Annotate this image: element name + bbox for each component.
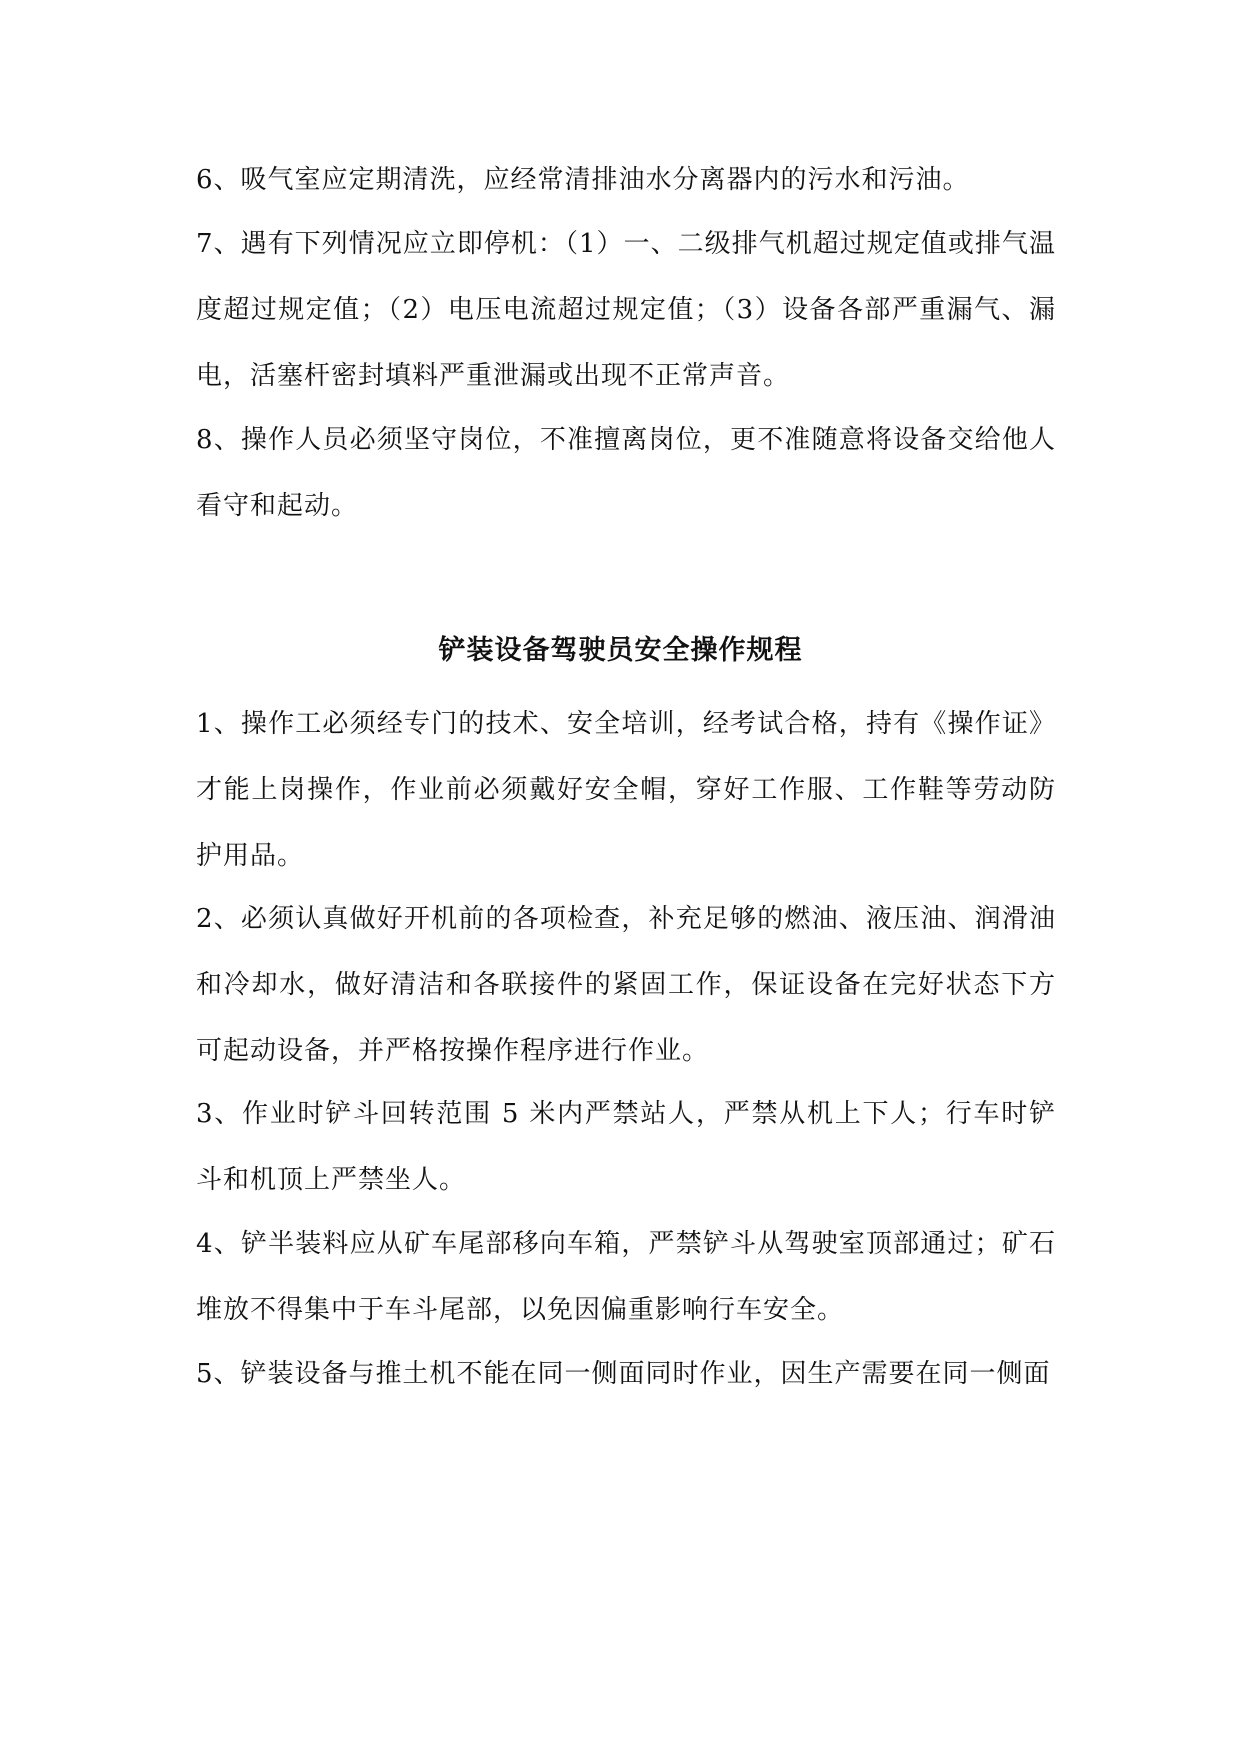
section-item-4: 4、铲半装料应从矿车尾部移向车箱，严禁铲斗从驾驶室顶部通过；矿石堆放不得集中于车斗尾部，以免因偏重影响行车安全。	[196, 1229, 1056, 1325]
section-title: 铲装设备驾驶员安全操作规程	[438, 635, 803, 666]
section-item-2: 2、必须认真做好开机前的各项检查，补充足够的燃油、液压油、润滑油和冷却水，做好清洁和各联接件的紧固工作，保证设备在完好状态下方可起动设备，并严格按操作程序进行作业。	[196, 904, 1056, 1066]
paragraph-item-7: 7、遇有下列情况应立即停机：（1）一、二级排气机超过规定值或排气温度超过规定值；（2）电压电流超过规定值；（3）设备各部严重漏气、漏电，活塞杆密封填料严重泄漏或出现不正常声音。	[196, 229, 1056, 391]
paragraph-item-6: 6、吸气室应定期清洗，应经常清排油水分离器内的污水和污油。	[196, 165, 970, 195]
section-item-3: 3、作业时铲斗回转范围 5 米内严禁站人，严禁从机上下人；行车时铲斗和机顶上严禁坐人。	[196, 1099, 1056, 1195]
section-item-5: 5、铲装设备与推土机不能在同一侧面同时作业，因生产需要在同一侧面	[196, 1359, 1051, 1389]
section-item-1: 1、操作工必须经专门的技术、安全培训，经考试合格，持有《操作证》才能上岗操作，作业前必须戴好安全帽，穿好工作服、工作鞋等劳动防护用品。	[196, 709, 1056, 871]
paragraph-item-8: 8、操作人员必须坚守岗位，不准擅离岗位，更不准随意将设备交给他人看守和起动。	[196, 425, 1056, 521]
